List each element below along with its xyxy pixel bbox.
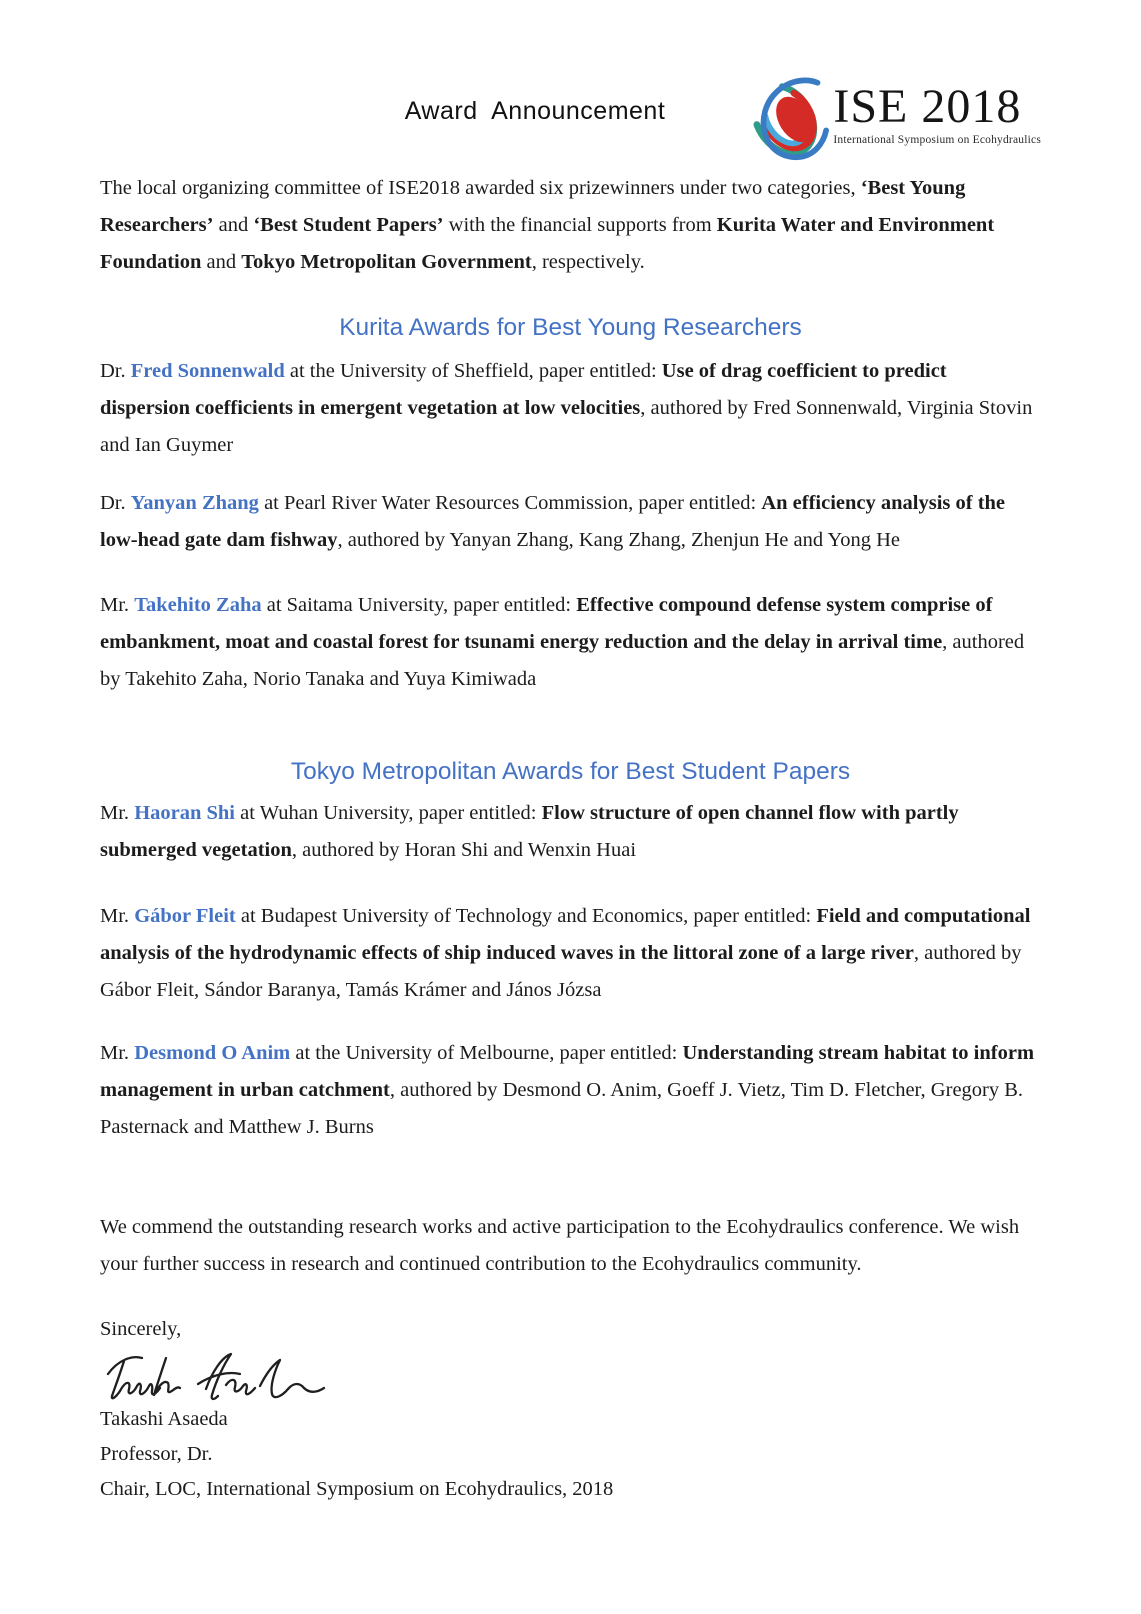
award-entry-fred-sonnenwald: Dr. Fred Sonnenwald at the University of Sheffield, paper entitled: Use of drag coefficient to predict dispersion coefficients in emergent vegetation at low velocities, authored by Fred Sonnenwald, Virginia Stovin and Ian Guymer <box>100 360 1033 456</box>
ise-logo-text <box>833 73 1041 146</box>
signer-name: Takashi Asaeda <box>100 1408 228 1430</box>
signature-image <box>102 1348 330 1402</box>
signature-salutation: Sincerely, <box>100 1318 182 1340</box>
award-entry-desmond-o-anim: Mr. Desmond O Anim at the University of Melbourne, paper entitled: Understanding stream habitat to inform management in urban catchment, authored by Desmond O. Anim, Goeff J. Vietz, Tim D. Fletcher, Gregory B. Pasternack and Matthew J. Burns <box>100 1042 1035 1138</box>
award-entry-yanyan-zhang: Dr. Yanyan Zhang at Pearl River Water Resources Commission, paper entitled: An efficiency analysis of the low-head gate dam fishway, authored by Yanyan Zhang, Kang Zhang, Zhenjun He and Yong He <box>100 492 1006 551</box>
section-heading-kurita-awards: Kurita Awards for Best Young Researchers <box>339 314 802 341</box>
signature-block <box>102 1348 1041 1402</box>
ise-logo-wordmark: ISE 2018 <box>833 80 1022 133</box>
signer-title: Professor, Dr. <box>100 1443 213 1465</box>
ise-logo-swirl-icon <box>745 73 829 165</box>
intro-paragraph: The local organizing committee of ISE2018 awarded six prizewinners under two categories, ‘Best Young Researchers’ and ‘Best Student Papers’ with the financial supports from Kurita Water and Environment Foundation and Tokyo Metropolitan Government, respectively. <box>100 177 995 273</box>
ise-logo <box>745 73 1041 165</box>
signer-role: Chair, LOC, International Symposium on Ecohydraulics, 2018 <box>100 1478 614 1500</box>
award-entry-haoran-shi: Mr. Haoran Shi at Wuhan University, paper entitled: Flow structure of open channel flow with partly submerged vegetation, authored by Horan Shi and Wenxin Huai <box>100 802 959 861</box>
document-header <box>100 0 1041 170</box>
section-heading-tokyo-metropolitan-awards: Tokyo Metropolitan Awards for Best Student Papers <box>290 758 851 785</box>
award-entry-takehito-zaha: Mr. Takehito Zaha at Saitama University, paper entitled: Effective compound defense system comprise of embankment, moat and coastal forest for tsunami energy reduction and the delay in arrival time, authored by Takehito Zaha, Norio Tanaka and Yuya Kimiwada <box>100 594 1025 690</box>
ise-logo-subtitle: International Symposium on Ecohydraulics <box>833 134 1041 146</box>
page-title: Award Announcement <box>404 97 666 125</box>
award-entry-gabor-fleit: Mr. Gábor Fleit at Budapest University of Technology and Economics, paper entitled: Field and computational analysis of the hydrodynamic effects of ship induced waves in the littoral zone of a large river, authored by Gábor Fleit, Sándor Baranya, Tamás Krámer and János Józsa <box>100 905 1031 1001</box>
closing-paragraph: We commend the outstanding research works and active participation to the Ecohydraulics conference. We wish your further success in research and continued contribution to the Ecohydraulics community. <box>100 1216 1020 1275</box>
